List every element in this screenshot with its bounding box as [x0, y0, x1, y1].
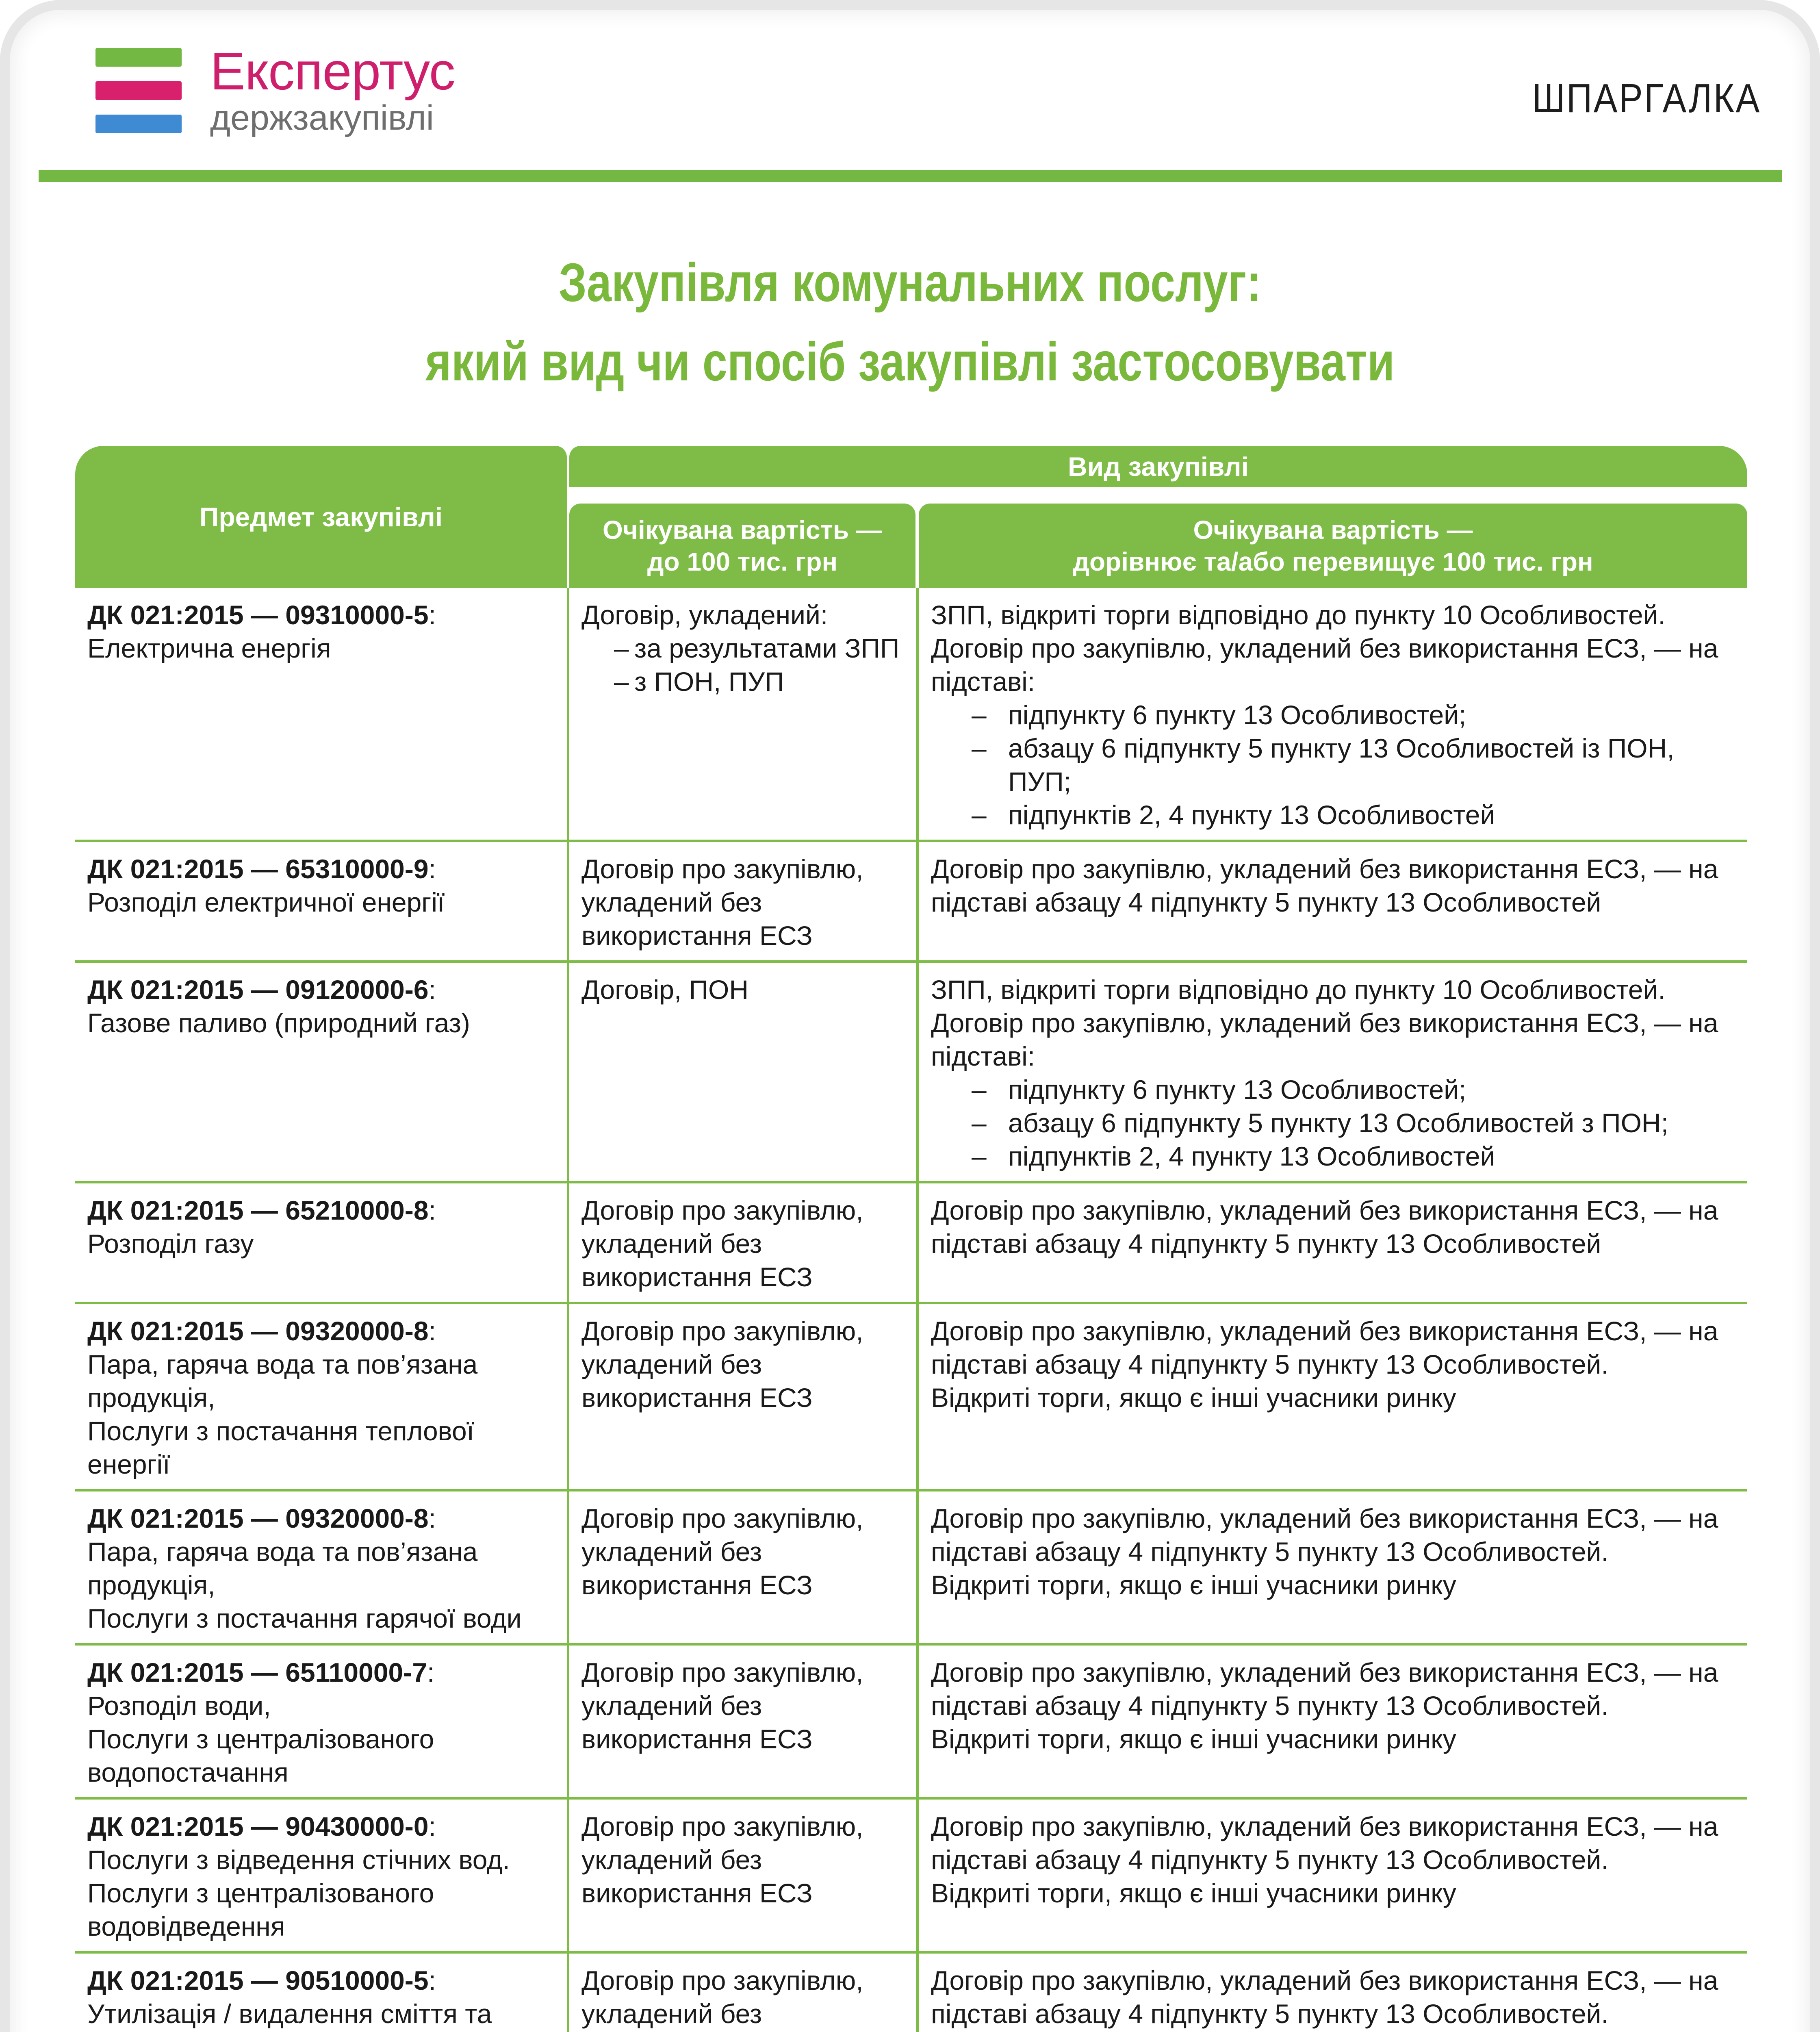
cpv-code-line — [87, 1656, 555, 1689]
code-colon: : — [428, 1503, 436, 1533]
under-100k-text: Договір про закупівлю, укладений без використання ЕСЗ — [581, 1657, 863, 1754]
subject-text: Пара, гаряча вода та пов’язана продукція, — [87, 1349, 478, 1413]
under-100k-text: Договір про закупівлю, укладений без використання ЕСЗ — [581, 1811, 863, 1908]
subject-cell — [75, 1491, 567, 1643]
over-100k-cell — [916, 1491, 1747, 1643]
list-item: – абзацу 6 підпункту 5 пункту 13 Особливостей із ПОН, ПУП; — [931, 732, 1735, 798]
code-colon: : — [427, 1657, 435, 1687]
over-100k-text: Договір про закупівлю, укладений без використання ЕСЗ, — на підставі: — [931, 1008, 1718, 1071]
header-subject: Предмет закупівлі — [75, 446, 567, 588]
under-100k-cell — [567, 1491, 916, 1643]
table-row — [75, 1183, 1747, 1304]
under-100k-list — [581, 632, 904, 698]
over-100k-text — [931, 2030, 1735, 2032]
over-100k-text: Договір про закупівлю, укладений без використання ЕСЗ, — на підставі абзацу 4 підпункту 5 пункту 13 Особливостей. — [931, 1811, 1718, 1875]
header-over-100k-line1: Очікувана вартість — — [1193, 515, 1473, 545]
over-100k-list — [931, 698, 1735, 831]
cpv-code-line — [87, 1810, 555, 1843]
page-header — [0, 0, 1820, 181]
cpv-code-line — [87, 1314, 555, 1348]
over-100k-cell — [916, 588, 1747, 840]
under-100k-text: Договір про закупівлю, укладений без — [581, 1965, 863, 2029]
under-100k-cell — [567, 963, 916, 1181]
table-body — [75, 588, 1747, 2032]
logo-stripe-blue — [95, 115, 182, 133]
header-divider — [39, 170, 1782, 182]
under-100k-text: Договір про закупівлю, укладений без використання ЕСЗ — [581, 1316, 863, 1413]
subject-text: Утилізація / видалення сміття та — [87, 1999, 492, 2029]
over-100k-cell — [916, 1800, 1747, 1951]
subject-text: Електрична енергія — [87, 633, 331, 663]
over-100k-text: ЗПП, відкриті торги відповідно до пункту 10 Особливостей. — [931, 600, 1666, 630]
code-colon: : — [428, 1965, 436, 1995]
over-100k-cell — [916, 963, 1747, 1181]
cpv-code: ДК 021:2015 — 65110000-7 — [87, 1657, 427, 1687]
header-over-100k — [919, 504, 1747, 588]
over-100k-text: Договір про закупівлю, укладений без використання ЕСЗ, — на підставі: — [931, 633, 1718, 697]
cpv-code-line — [87, 1502, 555, 1535]
cpv-code-line — [87, 598, 555, 632]
logo-stripes-icon — [95, 48, 182, 133]
subject-text: Розподіл газу — [87, 1229, 254, 1259]
subject-cell — [75, 588, 567, 840]
title-line-1: Закупівля комунальних послуг: — [558, 252, 1261, 313]
table-row — [75, 1491, 1747, 1646]
under-100k-text: Договір про закупівлю, укладений без використання ЕСЗ — [581, 1195, 863, 1292]
subject-text: Послуги з постачання гарячої води — [87, 1603, 522, 1633]
header-under-100k-line1: Очікувана вартість — — [603, 515, 882, 545]
table-row — [75, 963, 1747, 1183]
header-over-100k-line2: дорівнює та/або перевищує 100 тис. грн — [1073, 547, 1593, 576]
over-100k-cell — [916, 1646, 1747, 1797]
header-under-100k-line2: до 100 тис. грн — [647, 547, 838, 576]
over-100k-cell — [916, 1954, 1747, 2032]
code-colon: : — [428, 1811, 436, 1841]
subject-cell — [75, 842, 567, 960]
subject-cell — [75, 1800, 567, 1951]
brand-logo — [95, 42, 455, 139]
cpv-code: ДК 021:2015 — 09320000-8 — [87, 1503, 429, 1533]
under-100k-text: Договір про закупівлю, укладений без використання ЕСЗ — [581, 1503, 863, 1600]
over-100k-text: Договір про закупівлю, укладений без використання ЕСЗ, — на підставі абзацу 4 підпункту 5 пункту 13 Особливостей — [931, 1195, 1718, 1259]
over-100k-cell — [916, 1304, 1747, 1489]
list-item: – з ПОН, ПУП — [581, 665, 904, 698]
table-row — [75, 588, 1747, 842]
cpv-code: ДК 021:2015 — 09320000-8 — [87, 1316, 429, 1346]
header-under-100k — [569, 504, 915, 588]
under-100k-text: Договір, укладений: — [581, 600, 828, 630]
table-row — [75, 1800, 1747, 1954]
code-colon: : — [428, 1195, 436, 1225]
cpv-code: ДК 021:2015 — 65310000-9 — [87, 854, 429, 884]
table-row — [75, 1954, 1747, 2032]
over-100k-text: Відкриті торги, якщо є інші учасники ринку — [931, 1570, 1456, 1600]
over-100k-cell — [916, 1183, 1747, 1302]
cpv-code-line — [87, 1194, 555, 1227]
under-100k-text: Договір, ПОН — [581, 975, 749, 1005]
over-100k-text: Договір про закупівлю, укладений без використання ЕСЗ, — на підставі абзацу 4 підпункту 5 пункту 13 Особливостей. — [931, 1657, 1718, 1721]
code-colon: : — [428, 975, 436, 1005]
under-100k-cell — [567, 1183, 916, 1302]
cpv-code: ДК 021:2015 — 90430000-0 — [87, 1811, 429, 1841]
subject-text: Послуги з централізованого водопостачання — [87, 1724, 434, 1787]
logo-stripe-green — [95, 48, 182, 67]
over-100k-text: ЗПП, відкриті торги відповідно до пункту 10 Особливостей. — [931, 975, 1666, 1005]
subject-text: Розподіл електричної енергії — [87, 887, 445, 917]
cpv-code: ДК 021:2015 — 09120000-6 — [87, 975, 429, 1005]
brand-name: Експертус — [210, 41, 455, 101]
cpv-code-line — [87, 973, 555, 1006]
header-procurement-kind: Вид закупівлі — [569, 446, 1747, 487]
list-item: – за результатами ЗПП — [581, 632, 904, 665]
section-tag: ШПАРГАЛКА — [1532, 76, 1761, 121]
over-100k-text: Договір про закупівлю, укладений без використання ЕСЗ, — на підставі абзацу 4 підпункту 5 пункту 13 Особливостей. — [931, 1965, 1718, 2029]
logo-stripe-pink — [95, 81, 182, 100]
over-100k-text: Відкриті торги, якщо є інші учасники ринку — [931, 1383, 1456, 1413]
title-line-2: який вид чи спосіб закупівлі застосовувати — [425, 332, 1395, 392]
subject-text: Послуги з централізованого водовідведення — [87, 1878, 434, 1941]
subject-text: Пара, гаряча вода та пов’язана продукція, — [87, 1537, 478, 1600]
cpv-code: ДК 021:2015 — 09310000-5 — [87, 600, 429, 630]
table-row — [75, 842, 1747, 963]
over-100k-text: Договір про закупівлю, укладений без використання ЕСЗ, — на підставі абзацу 4 підпункту 5 пункту 13 Особливостей. — [931, 1316, 1718, 1379]
over-100k-text: Договір про закупівлю, укладений без використання ЕСЗ, — на підставі абзацу 4 підпункту 5 пункту 13 Особливостей — [931, 854, 1718, 917]
cpv-code: ДК 021:2015 — 65210000-8 — [87, 1195, 429, 1225]
list-item: – підпункту 6 пункту 13 Особливостей; — [931, 1073, 1735, 1106]
over-100k-list — [931, 1073, 1735, 1173]
cpv-code-line — [87, 1964, 555, 1997]
code-colon: : — [428, 600, 436, 630]
under-100k-text: Договір про закупівлю, укладений без використання ЕСЗ — [581, 854, 863, 951]
cpv-code: ДК 021:2015 — 90510000-5 — [87, 1965, 429, 1995]
brand-subtitle: держзакупівлі — [210, 98, 434, 138]
page-title — [0, 243, 1820, 402]
cpv-code-line — [87, 852, 555, 886]
list-item: – підпунктів 2, 4 пункту 13 Особливостей — [931, 798, 1735, 831]
subject-cell — [75, 1646, 567, 1797]
under-100k-cell — [567, 588, 916, 840]
subject-text: Послуги з відведення стічних вод. — [87, 1845, 510, 1875]
subject-cell — [75, 1183, 567, 1302]
list-item: – підпунктів 2, 4 пункту 13 Особливостей — [931, 1140, 1735, 1173]
code-colon: : — [428, 1316, 436, 1346]
list-item: – абзацу 6 підпункту 5 пункту 13 Особливостей з ПОН; — [931, 1106, 1735, 1140]
under-100k-cell — [567, 1646, 916, 1797]
logo-text — [210, 43, 455, 137]
subject-cell — [75, 963, 567, 1181]
subject-cell — [75, 1954, 567, 2032]
over-100k-cell — [916, 842, 1747, 960]
subject-text: Послуги з постачання теплової енергії — [87, 1416, 475, 1479]
over-100k-text: Відкриті торги, якщо є інші учасники ринку — [931, 1878, 1456, 1908]
table-row — [75, 1646, 1747, 1800]
under-100k-cell — [567, 1954, 916, 2032]
under-100k-cell — [567, 1800, 916, 1951]
over-100k-text: Договір про закупівлю, укладений без використання ЕСЗ, — на підставі абзацу 4 підпункту 5 пункту 13 Особливостей. — [931, 1503, 1718, 1567]
over-100k-text: Відкриті торги, якщо є інші учасники ринку — [931, 1724, 1456, 1754]
table-row — [75, 1304, 1747, 1491]
under-100k-cell — [567, 842, 916, 960]
subject-text: Газове паливо (природний газ) — [87, 1008, 470, 1038]
under-100k-cell — [567, 1304, 916, 1489]
subject-text: Розподіл води, — [87, 1691, 271, 1721]
list-item: – підпункту 6 пункту 13 Особливостей; — [931, 698, 1735, 732]
code-colon: : — [428, 854, 436, 884]
subject-cell — [75, 1304, 567, 1489]
